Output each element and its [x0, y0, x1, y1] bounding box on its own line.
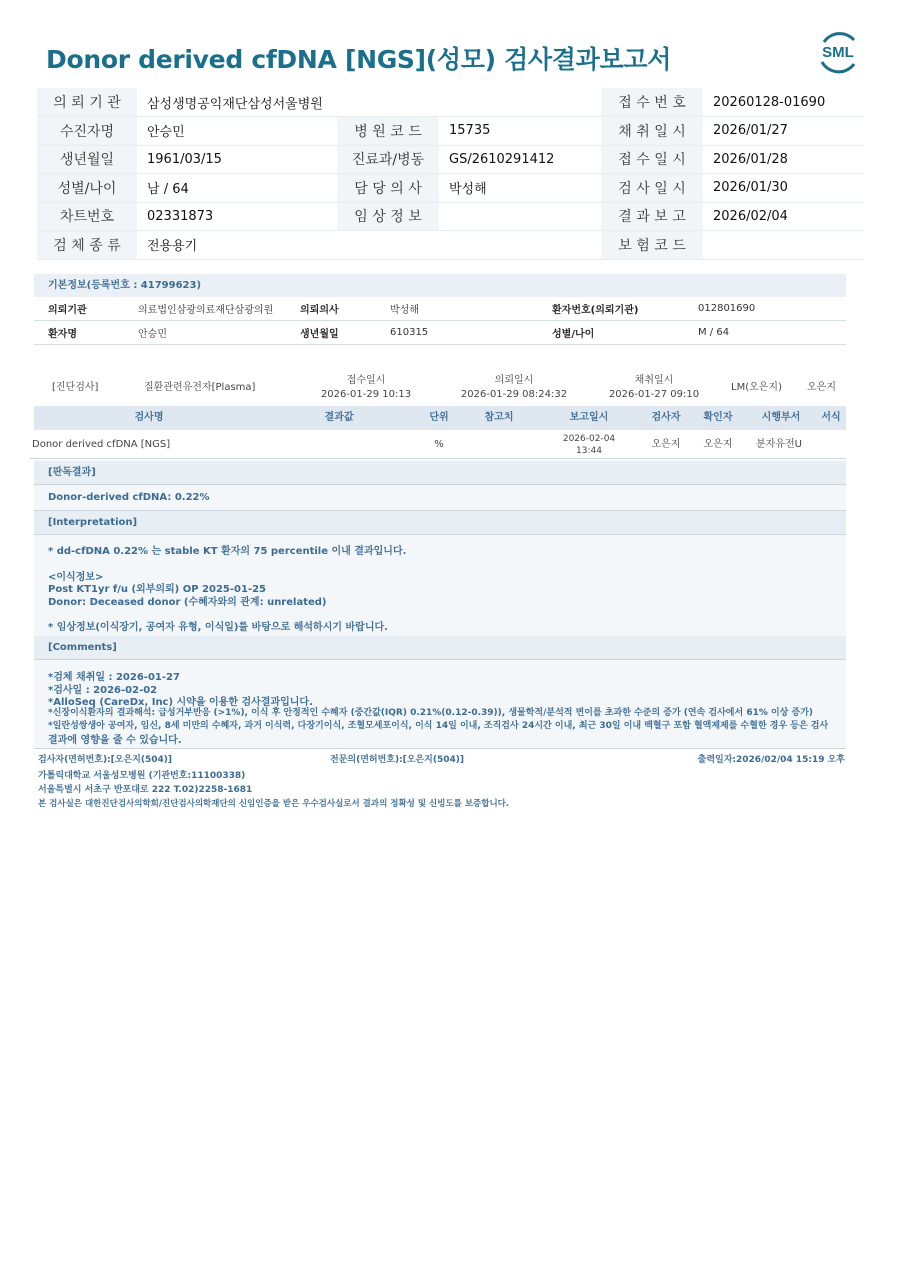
info-label: 검 사 일 시 — [601, 174, 703, 203]
cell-tester: 오은지 — [651, 439, 681, 450]
interpretation-line: Post KT1yr f/u (외부의뢰) OP 2025-01-25 — [48, 584, 267, 595]
comment-line: *AlloSeq (CareDx, Inc) 시약을 이용한 검사결과입니다. — [48, 697, 313, 708]
col-result: 결과값 — [324, 412, 354, 423]
info-label: 생년월일 — [37, 145, 137, 174]
report-title: Donor derived cfDNA [NGS](성모) 검사결과보고서 — [46, 45, 672, 74]
comments-header: [Comments] — [34, 636, 846, 660]
basic-key: 환자명 — [48, 329, 77, 340]
diagnostic-info — [34, 372, 846, 404]
info-row — [37, 145, 863, 174]
info-value: 02331873 — [137, 202, 337, 231]
logo-text: SML — [822, 44, 854, 61]
diag-subcategory: 질환관련유전자[Plasma] — [144, 382, 256, 393]
basic-info-row — [34, 297, 846, 321]
info-value — [439, 202, 601, 231]
cell-unit: % — [434, 439, 444, 450]
info-label: 담 당 의 사 — [337, 174, 439, 203]
info-row — [37, 231, 863, 260]
comment-line: 결과에 영향을 줄 수 있습니다. — [48, 735, 182, 746]
diag-lm: LM(오은지) — [731, 382, 782, 393]
table-row — [30, 431, 846, 459]
collected-date: 2026-01-27 09:10 — [608, 389, 700, 400]
interpretation-line: * 임상정보(이식장기, 공여자 유형, 이식일)를 바탕으로 해석하시기 바랍니다. — [48, 622, 388, 633]
diag-category: [진단검사] — [52, 382, 99, 393]
info-label: 채 취 일 시 — [601, 117, 703, 146]
interpretation-line: Donor: Deceased donor (수혜자와의 관계: unrelated) — [48, 597, 327, 608]
info-label: 차트번호 — [37, 202, 137, 231]
basic-key: 의뢰의사 — [300, 305, 339, 316]
col-report-date: 보고일시 — [569, 412, 609, 423]
footer-address: 서울특별시 서초구 반포대로 222 T.02)2258-1681 — [38, 785, 253, 795]
col-checker: 확인자 — [703, 412, 733, 423]
cell-test-name: Donor derived cfDNA [NGS] — [32, 439, 171, 450]
info-row — [37, 174, 863, 203]
cell-report-date: 2026-02-04 — [562, 434, 616, 444]
col-unit: 단위 — [429, 412, 449, 423]
results-table-header — [34, 406, 846, 430]
interpretation-line: <이식정보> — [48, 572, 104, 583]
info-label: 수진자명 — [37, 117, 137, 146]
info-value: 2026/01/27 — [703, 117, 863, 146]
comment-line: *신장이식환자의 결과해석: 급성거부반응 (>1%), 이식 후 안정적인 수혜자 (중간값(IQR) 0.21%(0.12-0.39)), 생물학적/분석적 변이를 초과한 수준의 증가 (연속 검사에서 61% 이상 증가) — [48, 708, 814, 718]
basic-key: 생년월일 — [300, 329, 339, 340]
cell-report-time: 13:44 — [576, 446, 602, 456]
info-label: 보 험 코 드 — [601, 231, 703, 260]
basic-key: 의뢰기관 — [48, 305, 87, 316]
info-label: 병 원 코 드 — [337, 117, 439, 146]
info-value: 남 / 64 — [137, 174, 337, 203]
info-label: 임 상 정 보 — [337, 202, 439, 231]
info-row — [37, 88, 863, 117]
interpretation-header: [Interpretation] — [34, 511, 846, 535]
col-tester: 검사자 — [651, 412, 681, 423]
comment-line: *일란성쌍생아 공여자, 임신, 8세 미만의 수혜자, 과거 이식력, 다장기이식, 조혈모세포이식, 이식 14일 이내, 조직검사 24시간 이내, 최근 30일 이내 백혈구 포함 혈액제제를 수혈한 경우 등은 검사 — [48, 721, 829, 731]
basic-value: 의료법인삼광의료재단삼광의원 — [138, 305, 274, 316]
info-value: 2026/02/04 — [703, 202, 863, 231]
info-value: 1961/03/15 — [137, 145, 337, 174]
col-department: 시행부서 — [761, 412, 801, 423]
col-form: 서식 — [821, 412, 841, 423]
basic-info-row — [34, 321, 846, 345]
info-label: 접 수 번 호 — [601, 88, 703, 117]
info-label: 결 과 보 고 — [601, 202, 703, 231]
info-row — [37, 202, 863, 231]
info-label: 성별/나이 — [37, 174, 137, 203]
info-label: 접 수 일 시 — [601, 145, 703, 174]
info-value: 안승민 — [137, 117, 337, 146]
info-value: 15735 — [439, 117, 601, 146]
info-value: 전용용기 — [137, 231, 601, 260]
interpretation-line: * dd-cfDNA 0.22% 는 stable KT 환자의 75 percentile 이내 결과입니다. — [48, 546, 407, 557]
footer-specialist: 전문의(면허번호):[오은지(504)] — [330, 755, 465, 765]
basic-key: 성별/나이 — [552, 329, 595, 340]
info-value: 20260128-01690 — [703, 88, 863, 117]
patient-info-table — [37, 88, 863, 260]
basic-value: 안승민 — [138, 329, 167, 340]
basic-info-section — [34, 274, 846, 345]
info-value: GS/2610291412 — [439, 145, 601, 174]
requested-label: 의뢰일시 — [494, 375, 534, 386]
info-value: 2026/01/30 — [703, 174, 863, 203]
diag-person: 오은지 — [807, 382, 836, 393]
info-label: 검 체 종 류 — [37, 231, 137, 260]
basic-value: M / 64 — [698, 327, 730, 338]
comment-line: *검체 채취일 : 2026-01-27 — [48, 672, 180, 683]
cell-department: 분자유전U — [756, 439, 802, 450]
judgement-header: [판독결과] — [34, 461, 846, 485]
basic-value: 박성해 — [390, 305, 419, 316]
basic-value: 610315 — [390, 327, 429, 338]
col-test-name: 검사명 — [134, 412, 164, 423]
cell-checker: 오은지 — [703, 439, 733, 450]
basic-value: 012801690 — [698, 303, 756, 314]
info-value: 삼성생명공익재단삼성서울병원 — [137, 88, 601, 117]
received-label: 접수일시 — [346, 375, 386, 386]
footer-printed: 출력일자:2026/02/04 15:19 오후 — [697, 755, 845, 765]
requested-date: 2026-01-29 08:24:32 — [460, 389, 568, 400]
divider — [34, 748, 846, 749]
info-label: 의 뢰 기 관 — [37, 88, 137, 117]
info-value — [703, 231, 863, 260]
info-value: 박성해 — [439, 174, 601, 203]
info-row — [37, 117, 863, 146]
footer-hospital: 가톨릭대학교 서울성모병원 (기관번호:11100338) — [38, 771, 246, 781]
info-label: 진료과/병동 — [337, 145, 439, 174]
comment-line: *검사일 : 2026-02-02 — [48, 685, 158, 696]
sml-logo — [814, 28, 862, 76]
col-reference: 참고치 — [484, 412, 514, 423]
footer-certification: 본 검사실은 대한진단검사의학회/진단검사의학재단의 신임인증을 받은 우수검사실로서 결과의 정확성 및 신빙도를 보증합니다. — [38, 799, 510, 809]
collected-label: 채취일시 — [634, 375, 674, 386]
received-date: 2026-01-29 10:13 — [320, 389, 412, 400]
info-value: 2026/01/28 — [703, 145, 863, 174]
basic-info-header: 기본정보(등록번호 : 41799623) — [34, 274, 846, 297]
footer-tester: 검사자(면허번호):[오은지(504)] — [38, 755, 173, 765]
basic-key: 환자번호(의뢰기관) — [552, 305, 639, 316]
judgement-value: Donor-derived cfDNA: 0.22% — [48, 492, 210, 503]
